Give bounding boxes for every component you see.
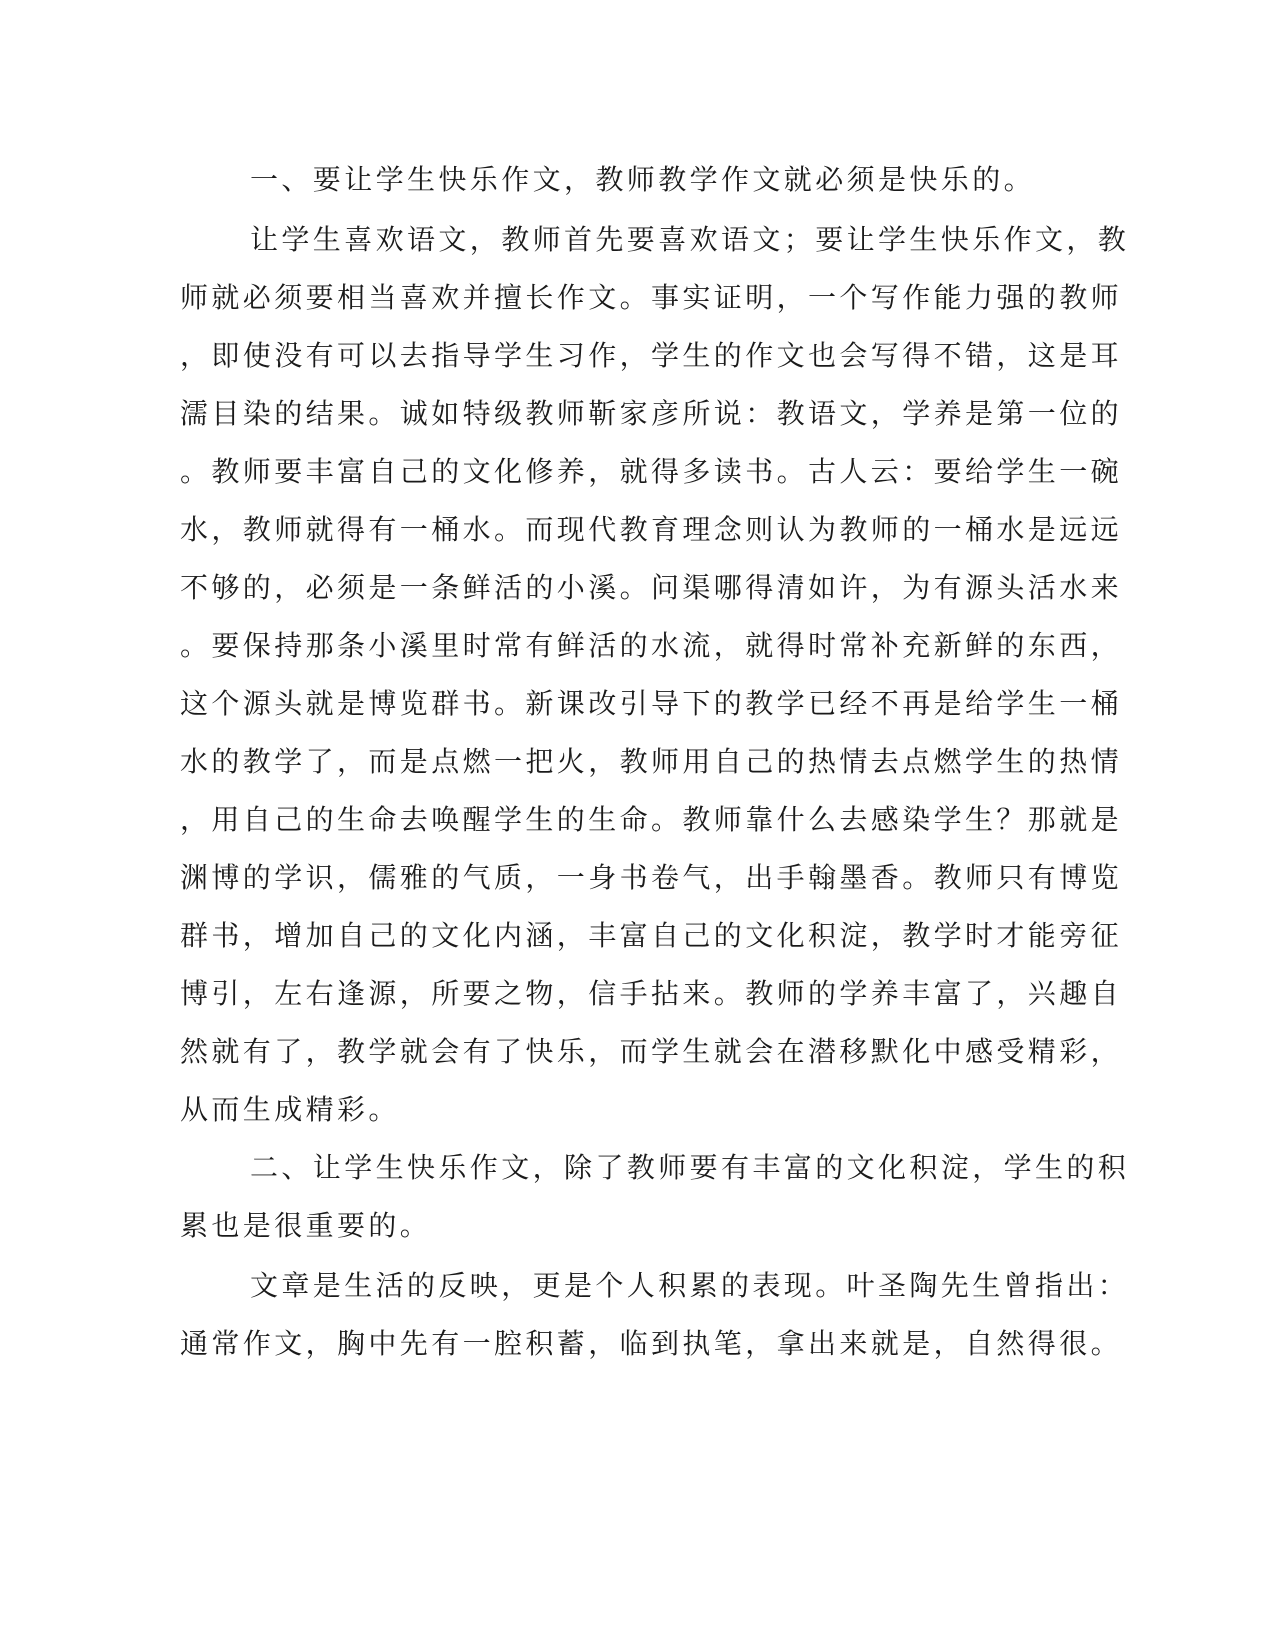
paragraph-line: 从而生成精彩。 — [180, 1093, 400, 1126]
section-heading-1: 一、要让学生快乐作文，教师教学作文就必须是快乐的。 — [250, 163, 1036, 196]
paragraph-line: 然就有了，教学就会有了快乐，而学生就会在潜移默化中感受精彩， — [180, 1035, 1123, 1068]
paragraph-line: 博引，左右逢源，所要之物，信手拈来。教师的学养丰富了，兴趣自 — [180, 977, 1123, 1010]
paragraph-line: 这个源头就是博览群书。新课改引导下的教学已经不再是给学生一桶 — [180, 687, 1123, 720]
paragraph-line: 渊博的学识，儒雅的气质，一身书卷气，出手翰墨香。教师只有博览 — [180, 861, 1123, 894]
paragraph-line: 濡目染的结果。诚如特级教师靳家彦所说：教语文，学养是第一位的 — [180, 397, 1123, 430]
paragraph-line: ，即使没有可以去指导学生习作，学生的作文也会写得不错，这是耳 — [180, 339, 1123, 372]
paragraph-line: 群书，增加自己的文化内涵，丰富自己的文化积淀，教学时才能旁征 — [180, 919, 1123, 952]
section-heading-2-continued: 累也是很重要的。 — [180, 1209, 432, 1242]
paragraph-line: 文章是生活的反映，更是个人积累的表现。叶圣陶先生曾指出： — [250, 1269, 1130, 1302]
paragraph-line: ，用自己的生命去唤醒学生的生命。教师靠什么去感染学生？那就是 — [180, 803, 1123, 836]
paragraph-line: 。要保持那条小溪里时常有鲜活的水流，就得时常补充新鲜的东西， — [180, 629, 1123, 662]
paragraph-line: 。教师要丰富自己的文化修养，就得多读书。古人云：要给学生一碗 — [180, 455, 1123, 488]
paragraph-line: 让学生喜欢语文，教师首先要喜欢语文；要让学生快乐作文，教 — [250, 223, 1130, 256]
paragraph-line: 师就必须要相当喜欢并擅长作文。事实证明，一个写作能力强的教师 — [180, 281, 1123, 314]
paragraph-line: 不够的，必须是一条鲜活的小溪。问渠哪得清如许，为有源头活水来 — [180, 571, 1123, 604]
section-heading-2: 二、让学生快乐作文，除了教师要有丰富的文化积淀，学生的积 — [250, 1151, 1130, 1184]
paragraph-line: 通常作文，胸中先有一腔积蓄，临到执笔，拿出来就是，自然得很。 — [180, 1327, 1123, 1360]
paragraph-line: 水的教学了，而是点燃一把火，教师用自己的热情去点燃学生的热情 — [180, 745, 1123, 778]
paragraph-line: 水，教师就得有一桶水。而现代教育理念则认为教师的一桶水是远远 — [180, 513, 1123, 546]
